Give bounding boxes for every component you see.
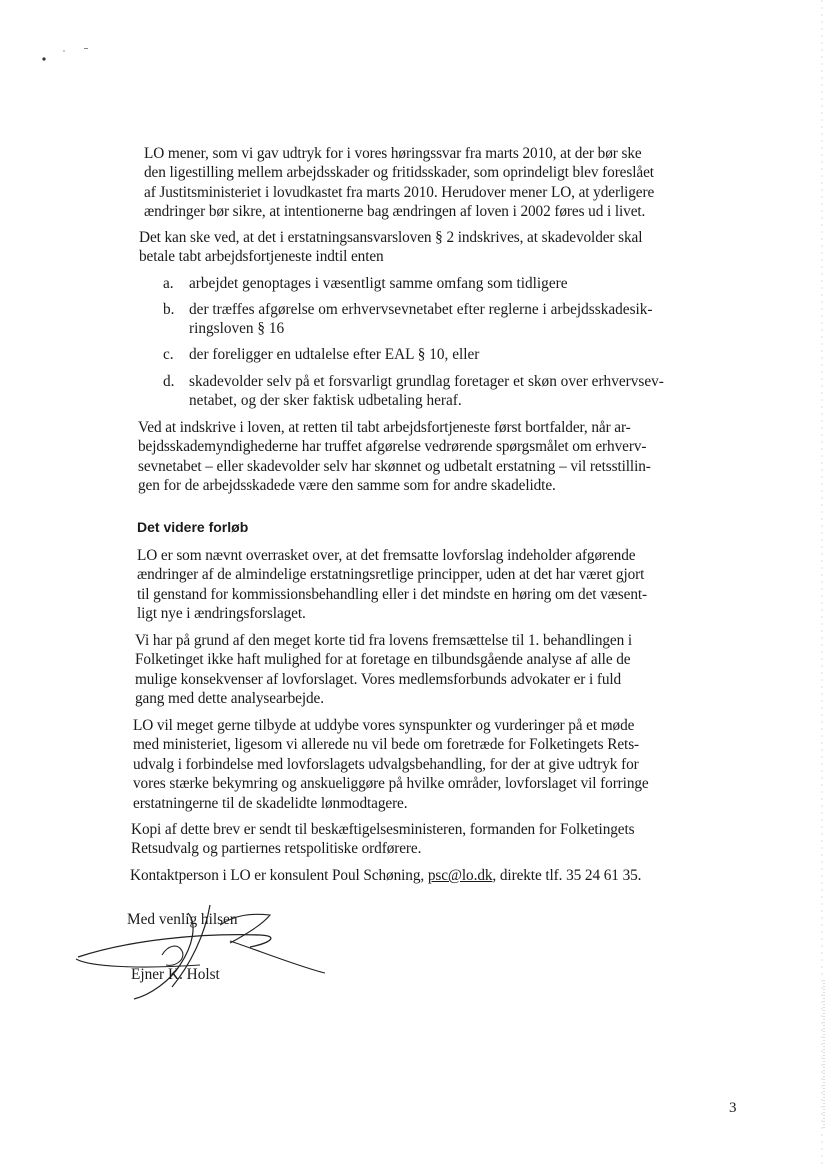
- handwritten-signature: [70, 895, 340, 1005]
- paragraph-line: udvalg i forbindelse med lovforslagets udvalgsbehandling, for der at give udtryk for: [133, 755, 639, 773]
- list-marker: a.: [163, 275, 174, 292]
- paragraph-5: [135, 631, 632, 709]
- paragraph-7: [131, 820, 635, 859]
- paragraph-line: ændringer bør sikre, at intentionerne bag ændringen af loven i 2002 føres ud i livet.: [144, 203, 646, 221]
- paragraph-line: LO mener, som vi gav udtryk for i vores høringssvar fra marts 2010, at der bør ske: [144, 145, 642, 162]
- closing-greeting: Med venlig hilsen: [127, 911, 238, 928]
- list-item-line: der foreligger en udtalelse efter EAL § 10, eller: [189, 346, 480, 363]
- paragraph-3: [138, 418, 651, 496]
- paragraph-line: med ministeriet, ligesom vi allerede nu vil bede om foretræde for Folketingets Rets-: [133, 736, 640, 754]
- list-marker: d.: [163, 373, 175, 390]
- list-item-line: arbejdet genoptages i væsentligt samme omfang som tidligere: [189, 275, 568, 292]
- scan-specks: [28, 44, 108, 68]
- list-marker: c.: [163, 346, 174, 363]
- paragraph-line: den ligestilling mellem arbejdsskader og fritidsskader, som oprindeligt blev foreslået: [144, 164, 654, 182]
- section-heading: Det videre forløb: [137, 519, 249, 535]
- paragraph-4: [137, 546, 647, 624]
- paragraph-line: betale tabt arbejdsfortjeneste indtil enten: [139, 248, 384, 266]
- signatory-name: Ejner K. Holst: [131, 966, 220, 983]
- paragraph-line: LO er som nævnt overrasket over, at det fremsatte lovforslag indeholder afgørende: [137, 547, 636, 564]
- paragraph-line: sevnetabet – eller skadevolder selv har skønnet og udbetalt erstatning – vil retsstillin-: [138, 457, 651, 475]
- list-item-line: skadevolder selv på et forsvarligt grundlag foretager et skøn over erhvervsev-: [189, 373, 664, 390]
- page-number: 3: [729, 1100, 737, 1116]
- paragraph-line: gang med dette analysearbejde.: [135, 690, 324, 708]
- paragraph-6: [133, 716, 649, 813]
- paragraph-line: af Justitsministeriet i lovudkastet fra marts 2010. Herudover mener LO, at yderligere: [144, 183, 655, 201]
- paragraph-1: [144, 144, 654, 222]
- email-link[interactable]: psc@lo.dk: [427, 867, 493, 884]
- paragraph-line: ændringer af de almindelige erstatningsretlige principper, uden at det har været gjort: [137, 566, 645, 584]
- contact-line: [130, 866, 641, 885]
- contact-suffix: , direkte tlf. 35 24 61 35.: [492, 867, 642, 884]
- list-item-line: ringsloven § 16: [189, 320, 285, 338]
- paragraph-line: bejdsskademyndighederne har truffet afgørelse vedrørende spørgsmålet om erhverv-: [138, 438, 647, 456]
- paragraph-line: Retsudvalg og partiernes retspolitiske ordførere.: [131, 840, 422, 858]
- list-marker: b.: [163, 301, 175, 318]
- paragraph-2: [139, 228, 642, 267]
- paragraph-line: Kopi af dette brev er sendt til beskæftigelsesministeren, formanden for Folketingets: [131, 821, 635, 838]
- paragraph-line: Folketinget ikke haft mulighed for at foretage en tilbundsgående analyse af alle de: [135, 651, 631, 669]
- list-item-line: netabet, og der sker faktisk udbetaling heraf.: [189, 392, 462, 410]
- paragraph-line: erstatningerne til de skadelidte lønmodtagere.: [133, 794, 408, 812]
- paragraph-line: gen for de arbejdsskadede være den samme som for andre skadelidte.: [138, 477, 556, 495]
- paragraph-line: til genstand for kommissionsbehandling eller i det mindste en høring om det væsent-: [137, 585, 648, 603]
- paragraph-line: Ved at indskrive i loven, at retten til tabt arbejdsfortjeneste først bortfalder, når ar-: [138, 419, 631, 436]
- paragraph-line: Det kan ske ved, at det i erstatningsansvarsloven § 2 indskrives, at skadevolder skal: [139, 229, 643, 246]
- paragraph-line: ligt nye i ændringsforslaget.: [137, 605, 306, 623]
- paragraph-line: Vi har på grund af den meget korte tid fra lovens fremsættelse til 1. behandlingen i: [135, 632, 633, 649]
- paragraph-line: vores stærke bekymring og anskueliggøre på hvilke områder, lovforslaget vil forringe: [133, 775, 649, 793]
- list-item-line: der træffes afgørelse om erhvervsevnetabet efter reglerne i arbejdsskadesik-: [189, 301, 653, 318]
- paragraph-line: mulige konsekvenser af lovforslaget. Vores medlemsforbunds advokater er i fuld: [135, 670, 622, 688]
- scan-edge-noise: [817, 0, 825, 1168]
- paragraph-line: LO vil meget gerne tilbyde at uddybe vores synspunkter og vurderinger på et møde: [133, 717, 635, 734]
- contact-prefix: Kontaktperson i LO er konsulent Poul Schøning,: [130, 867, 428, 884]
